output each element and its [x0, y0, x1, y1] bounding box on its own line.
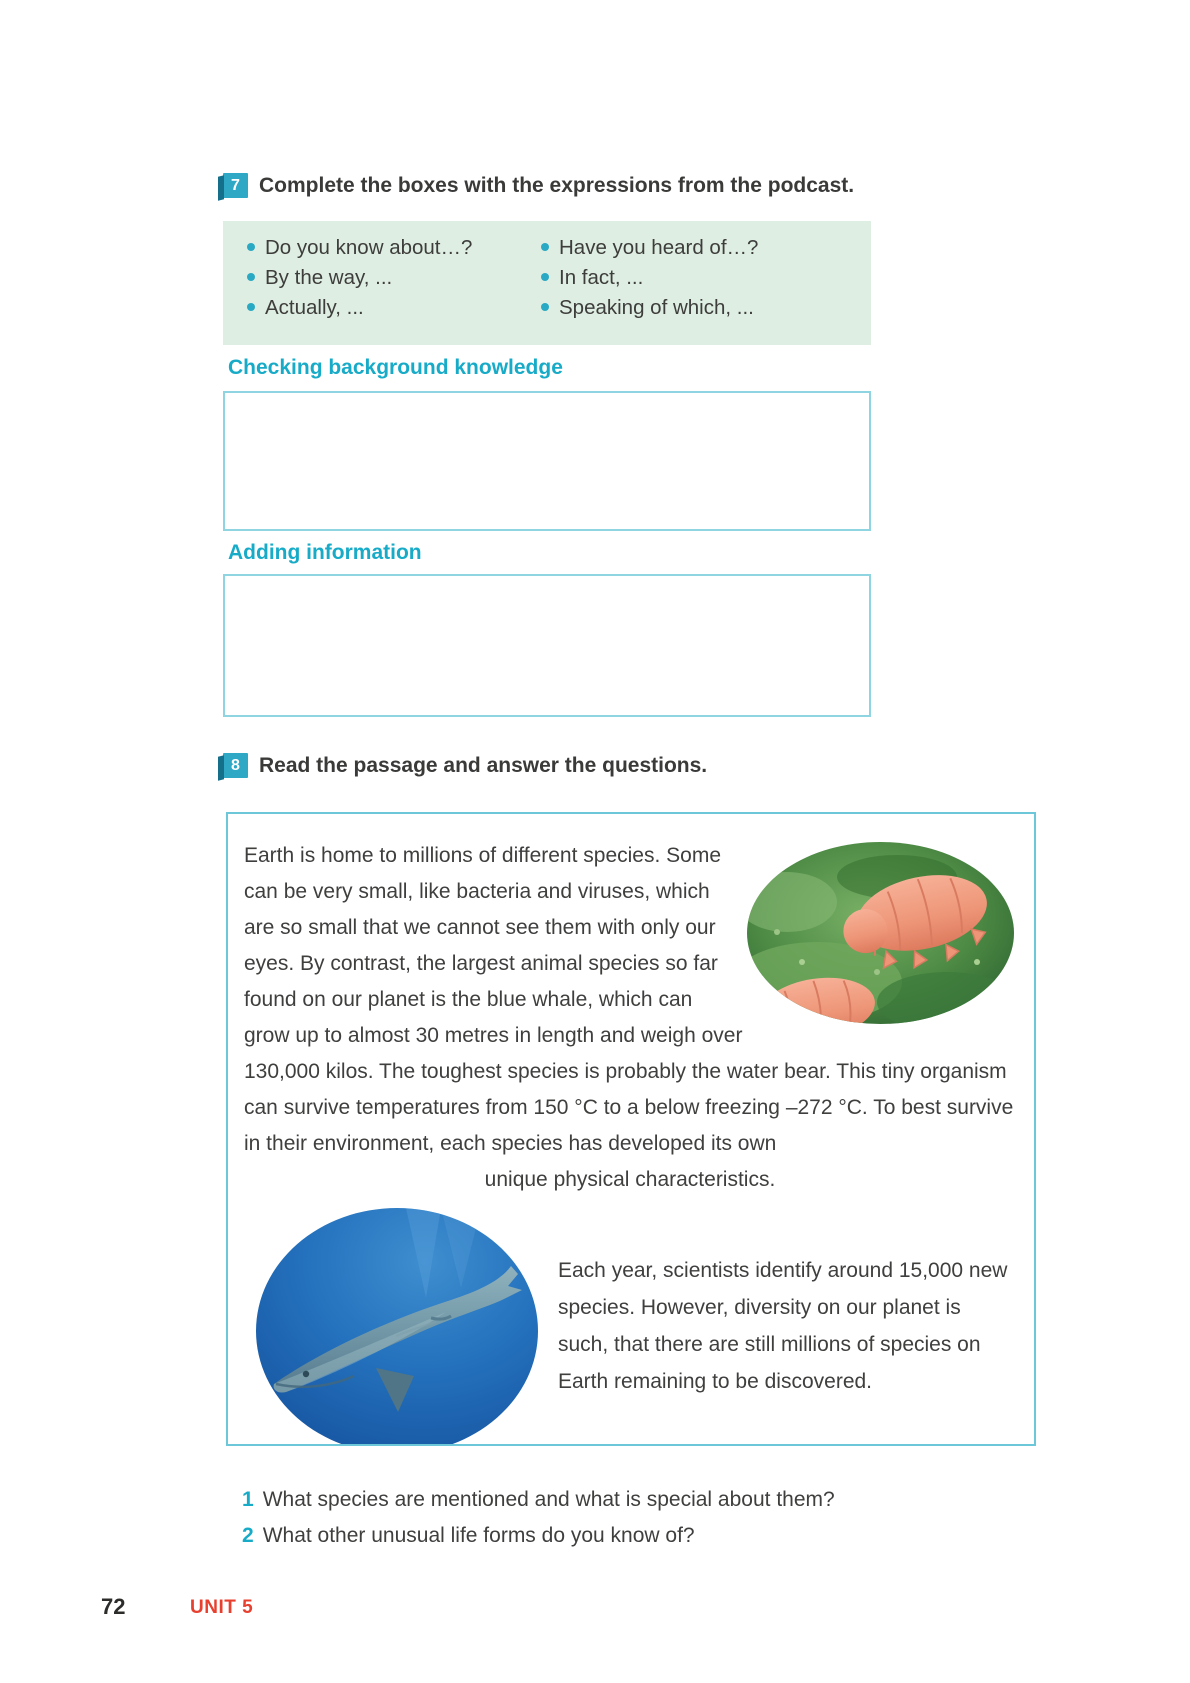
- exercise-7-number: 7: [231, 176, 240, 194]
- question-1: [242, 1482, 835, 1518]
- exercise-8-badge: [223, 753, 248, 778]
- passage-box: [226, 812, 1036, 1446]
- expression-text: Speaking of which, ...: [559, 296, 754, 319]
- exercise-7-badge: [223, 173, 248, 198]
- page-number: 72: [101, 1594, 126, 1619]
- question-2: [242, 1518, 835, 1554]
- bullet-icon: [247, 243, 255, 251]
- passage-paragraph-1-last-line: unique physical characteristics.: [484, 1168, 776, 1191]
- exercise-8-title: Read the passage and answer the questions.: [259, 754, 708, 777]
- answer-box-adding[interactable]: [223, 574, 871, 717]
- water-bear-photo: [747, 842, 1014, 1024]
- expression-item: [541, 236, 758, 266]
- category-label-checking: Checking background knowledge: [228, 356, 563, 379]
- question-2-number: 2: [242, 1524, 254, 1547]
- bullet-icon: [541, 273, 549, 281]
- unit-label: UNIT 5: [190, 1597, 254, 1618]
- passage-paragraph-1: Earth is home to millions of different species. Some can be very small, like bacteria and viruses, which are so small that we cannot see them with only our eyes. By contrast, the largest animal species so far found on our planet is the blue whale, which can grow up to almost 30 metres in length and weigh over 130,000 kilos. The toughest species is probably the water bear. This tiny organism can survive temperatures from 150 °C to a below freezing –272 °C. To best survive in their environment, each species has developed its own: [244, 844, 1014, 1155]
- answer-box-checking[interactable]: [223, 391, 871, 531]
- exercise-7-header: [223, 172, 854, 199]
- question-2-text: What other unusual life forms do you know of?: [262, 1524, 695, 1547]
- expression-text: Have you heard of…?: [559, 236, 759, 259]
- question-1-text: What species are mentioned and what is special about them?: [262, 1488, 835, 1511]
- expression-item: [247, 236, 472, 266]
- expression-item: [247, 296, 472, 326]
- exercise-8-header: [223, 752, 707, 779]
- expression-text: By the way, ...: [265, 266, 393, 289]
- bullet-icon: [541, 243, 549, 251]
- expression-text: Actually, ...: [265, 296, 364, 319]
- bullet-icon: [541, 303, 549, 311]
- expression-item: [247, 266, 472, 296]
- exercise-8-number: 8: [231, 756, 240, 774]
- expression-text: Do you know about…?: [265, 236, 473, 259]
- question-1-number: 1: [242, 1488, 254, 1511]
- passage-second-section: [244, 1208, 1016, 1400]
- passage-paragraph-2: Each year, scientists identify around 15,000 new species. However, diversity on our planet is such, that there are still millions of species on Earth remaining to be discovered.: [558, 1259, 1008, 1393]
- expression-text: In fact, ...: [559, 266, 644, 289]
- category-label-adding: Adding information: [228, 541, 422, 564]
- expressions-column-left: [247, 236, 472, 326]
- expressions-column-right: [541, 236, 758, 326]
- bullet-icon: [247, 303, 255, 311]
- expression-item: [541, 266, 758, 296]
- expression-item: [541, 296, 758, 326]
- expressions-box: [223, 221, 871, 345]
- blue-whale-photo: [256, 1208, 538, 1446]
- exercise-7-title: Complete the boxes with the expressions from the podcast.: [259, 174, 855, 197]
- questions-list: [242, 1482, 835, 1554]
- bullet-icon: [247, 273, 255, 281]
